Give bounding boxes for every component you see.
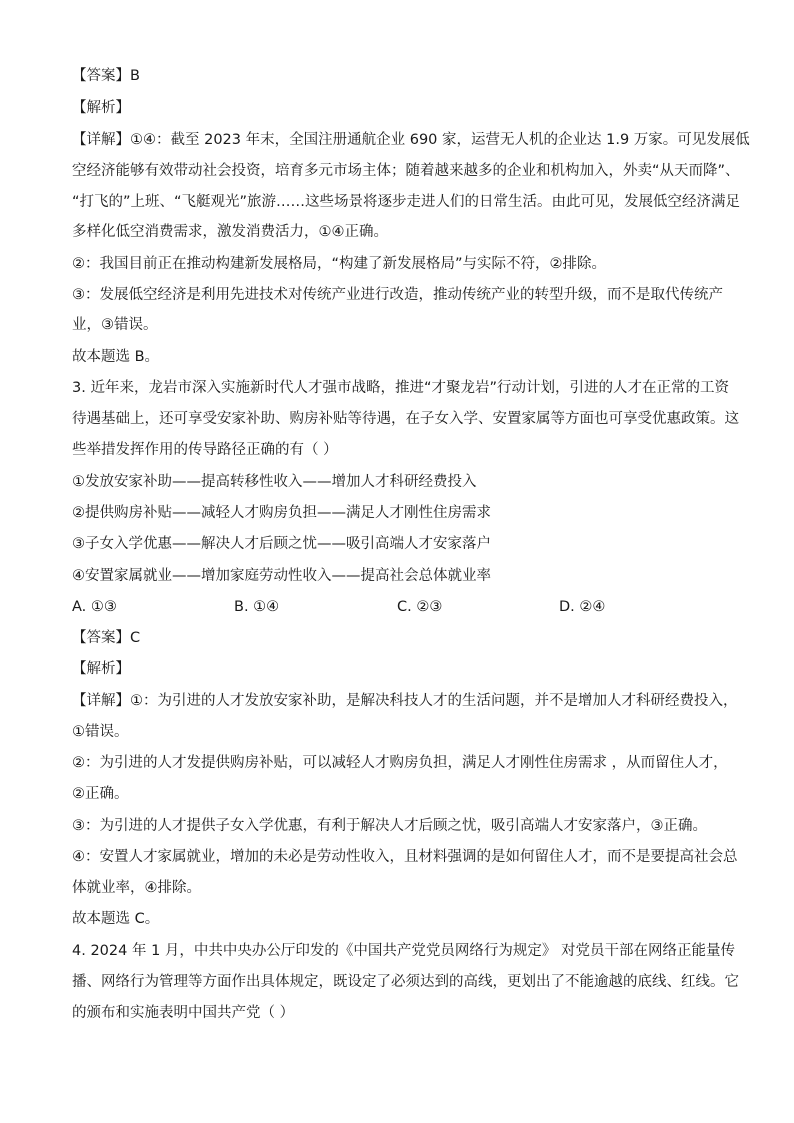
q3-option-a: A. ①③ xyxy=(72,599,117,615)
q2-detail-line: 空经济能够有效带动社会投资，培育多元市场主体；随着越来越多的企业和机构加入，外卖“从天而降”、 xyxy=(72,163,740,179)
q3-statement: ③子女入学优惠——解决人才后顾之忧——吸引高端人才安家落户 xyxy=(72,536,491,552)
q3-conclusion: 故本题选 C。 xyxy=(72,911,160,927)
q2-detail-line: ③：发展低空经济是利用先进技术对传统产业进行改造，推动传统产业的转型升级，而不是取代传统产 xyxy=(72,287,723,303)
q4-stem-line: 4. 2024 年 1 月，中共中央办公厅印发的《中国共产党党员网络行为规定》 对党员干部在网络正能量传 xyxy=(72,943,736,959)
q3-stem-line: 待遇基础上，还可享受安家补助、购房补贴等待遇，在子女入学、安置家属等方面也可享受优惠政策。这 xyxy=(72,411,739,427)
q3-statement: ④安置家属就业——增加家庭劳动性收入——提高社会总体就业率 xyxy=(72,568,491,584)
q3-option-c: C. ②③ xyxy=(397,599,443,615)
q3-option-d: D. ②④ xyxy=(559,599,606,615)
q3-detail-line: ①错误。 xyxy=(72,724,129,740)
q3-statement: ②提供购房补贴——减轻人才购房负担——满足人才刚性住房需求 xyxy=(72,505,491,521)
q3-detail-line: ②：为引进的人才发提供购房补贴，可以减轻人才购房负担，满足人才刚性住房需求 ，从而留住人才， xyxy=(72,755,728,771)
q3-statement: ①发放安家补助——提高转移性收入——增加人才科研经费投入 xyxy=(72,474,477,490)
q2-analysis-heading: 【解析】 xyxy=(72,100,130,116)
q2-conclusion: 故本题选 B。 xyxy=(72,349,160,365)
q2-detail-line: ②：我国目前正在推动构建新发展格局，“构建了新发展格局”与实际不符，②排除。 xyxy=(72,256,607,272)
q3-stem-line: 3. 近年来，龙岩市深入实施新时代人才强市战略，推进“才聚龙岩”行动计划，引进的人才在正常的工资 xyxy=(72,380,729,396)
q3-detail-line: ④：安置人才家属就业，增加的未必是劳动性收入，且材料强调的是如何留住人才，而不是要提高社会总 xyxy=(72,849,738,865)
q3-detail-line: 【详解】①：为引进的人才发放安家补助，是解决科技人才的生活问题，并不是增加人才科研经费投入， xyxy=(72,693,738,709)
q4-stem-line: 的颁布和实施表明中国共产党（ ） xyxy=(72,1005,295,1021)
q2-detail-line: 业，③错误。 xyxy=(72,317,158,333)
q3-stem-line: 些举措发挥作用的传导路径正确的有（ ） xyxy=(72,442,338,458)
q2-detail-line: “打飞的”上班、“飞艇观光”旅游……这些场景将逐步走进人们的日常生活。由此可见，发展低空经济满足 xyxy=(72,194,741,210)
q2-detail-line: 【详解】①④：截至 2023 年末，全国注册通航企业 690 家，运营无人机的企业达 1.9 万家。可见发展低 xyxy=(72,132,750,148)
q3-options xyxy=(72,597,722,617)
q3-analysis-heading: 【解析】 xyxy=(72,661,130,677)
q4-stem-line: 播、网络行为管理等方面作出具体规定，既设定了必须达到的高线，更划出了不能逾越的底线、红线。它 xyxy=(72,974,739,990)
q2-answer: 【答案】B xyxy=(72,68,140,84)
q3-detail-line: 体就业率，④排除。 xyxy=(72,880,201,896)
q3-detail-line: ③：为引进的人才提供子女入学优惠，有利于解决人才后顾之忧，吸引高端人才安家落户，③正确。 xyxy=(72,818,707,834)
q3-option-b: B. ①④ xyxy=(234,599,280,615)
q2-detail-line: 多样化低空消费需求，激发消费活力，①④正确。 xyxy=(72,224,388,240)
q3-answer: 【答案】C xyxy=(72,630,141,646)
q3-detail-line: ②正确。 xyxy=(72,786,129,802)
